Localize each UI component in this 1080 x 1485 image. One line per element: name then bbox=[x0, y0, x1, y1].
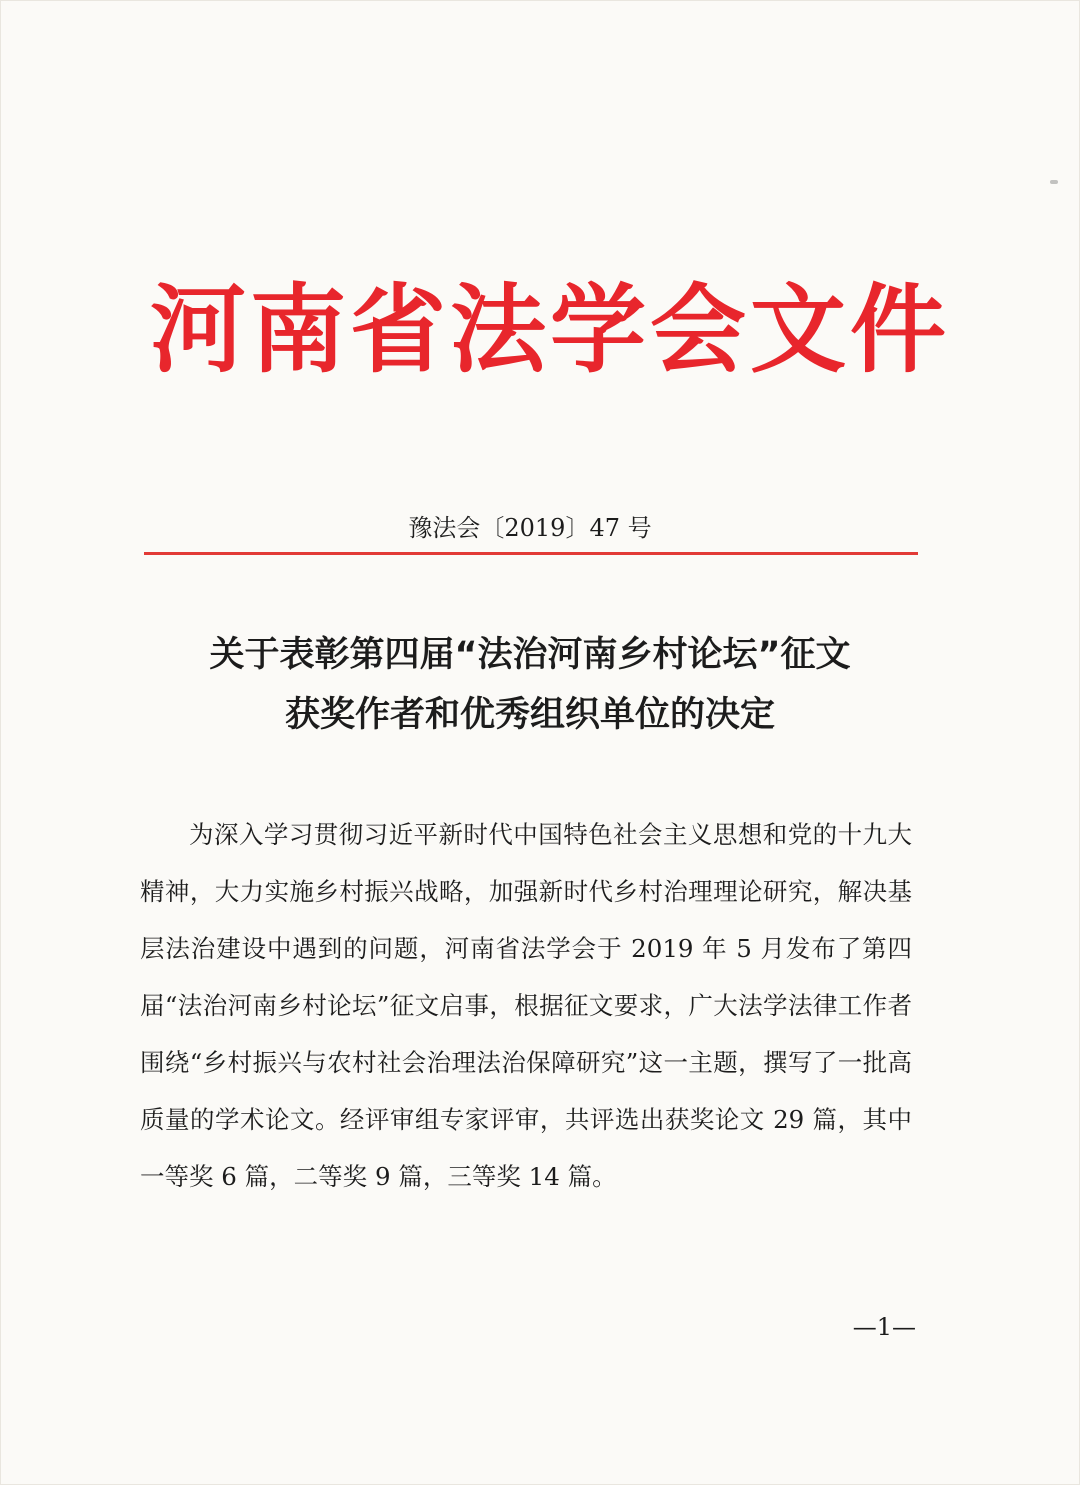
decision-title-line-2: 获奖作者和优秀组织单位的决定 bbox=[284, 695, 775, 735]
red-divider-line bbox=[144, 552, 918, 555]
decision-title-line-1: 关于表彰第四届“法治河南乡村论坛”征文 bbox=[209, 635, 851, 675]
issuer-header-title: 河南省法学会文件 bbox=[150, 274, 950, 386]
page-number: —1— bbox=[852, 1313, 916, 1341]
decision-title bbox=[140, 625, 920, 745]
document-number: 豫法会〔2019〕47 号 bbox=[408, 514, 652, 542]
scan-mark bbox=[1050, 180, 1058, 184]
body-paragraph: 为深入学习贯彻习近平新时代中国特色社会主义思想和党的十九大精神，大力实施乡村振兴战略，加强新时代乡村治理理论研究，解决基层法治建设中遇到的问题，河南省法学会于 2019 年 5 月发布了第四届“法治河南乡村论坛”征文启事，根据征文要求，广大法学法律工作者围绕“乡村振兴与农村社会治理法治保障研究”这一主题，撰写了一批高质量的学术论文。经评审组专家评审，共评选出获奖论文 29 篇，其中一等奖 6 篇，二等奖 9 篇，三等奖 14 篇。 bbox=[140, 820, 912, 1191]
